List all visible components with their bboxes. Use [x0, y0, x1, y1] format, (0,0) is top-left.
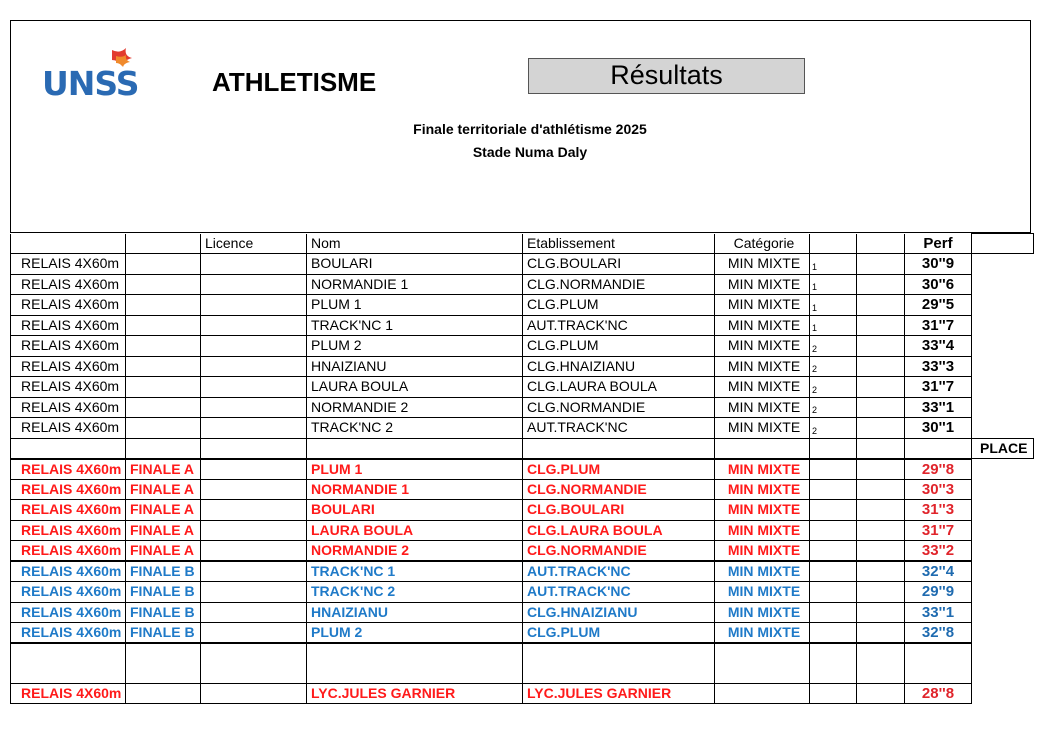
nom-cell: HNAIZIANU	[307, 356, 523, 377]
table-row	[11, 254, 1034, 275]
serie-cell: 2	[810, 397, 857, 418]
etablissement-cell: CLG.NORMANDIE	[523, 479, 715, 500]
nom-cell: BOULARI	[307, 254, 523, 275]
etablissement-cell: CLG.LAURA BOULA	[523, 520, 715, 541]
serie-cell: 1	[810, 254, 857, 275]
serie-cell: 2	[810, 336, 857, 357]
perf-cell: 32''8	[905, 623, 972, 644]
epreuve-cell: RELAIS 4X60m	[11, 315, 126, 336]
etablissement-cell: CLG.BOULARI	[523, 500, 715, 521]
etablissement-cell: AUT.TRACK'NC	[523, 582, 715, 603]
epreuve-cell: RELAIS 4X60m	[11, 520, 126, 541]
table-row	[11, 377, 1034, 398]
place-header: PLACE	[972, 438, 1034, 459]
categorie-cell: MIN MIXTE	[715, 418, 810, 439]
table-row	[11, 623, 1034, 644]
table-row	[11, 274, 1034, 295]
nom-cell: NORMANDIE 2	[307, 541, 523, 562]
column-header-row	[11, 234, 1034, 254]
nom-cell: LAURA BOULA	[307, 520, 523, 541]
finale-cell: FINALE A	[126, 479, 201, 500]
table-row	[11, 683, 1034, 704]
col-licence: Licence	[201, 234, 307, 254]
categorie-cell: MIN MIXTE	[715, 479, 810, 500]
table-row	[11, 336, 1034, 357]
perf-cell: 31''7	[905, 520, 972, 541]
perf-cell: 29''8	[905, 459, 972, 480]
etablissement-cell: CLG.NORMANDIE	[523, 397, 715, 418]
nom-cell: PLUM 1	[307, 459, 523, 480]
nom-cell: TRACK'NC 2	[307, 418, 523, 439]
serie-cell: 1	[810, 295, 857, 316]
epreuve-cell: RELAIS 4X60m	[11, 623, 126, 644]
epreuve-cell: RELAIS 4X60m	[11, 295, 126, 316]
nom-cell: TRACK'NC 1	[307, 315, 523, 336]
sport-title: ATHLETISME	[212, 67, 377, 97]
nom-cell: NORMANDIE 2	[307, 397, 523, 418]
finale-cell: FINALE B	[126, 623, 201, 644]
nom-cell: BOULARI	[307, 500, 523, 521]
finale-cell: FINALE A	[126, 500, 201, 521]
serie-cell: 1	[810, 315, 857, 336]
finale-cell: FINALE B	[126, 582, 201, 603]
etablissement-cell: CLG.NORMANDIE	[523, 541, 715, 562]
categorie-cell: MIN MIXTE	[715, 336, 810, 357]
table-row	[11, 479, 1034, 500]
table-row	[11, 541, 1034, 562]
etablissement-cell: CLG.PLUM	[523, 623, 715, 644]
epreuve-cell: RELAIS 4X60m	[11, 582, 126, 603]
col-perf: Perf	[905, 234, 972, 254]
categorie-cell: MIN MIXTE	[715, 623, 810, 644]
perf-cell: 33''1	[905, 397, 972, 418]
epreuve-cell: RELAIS 4X60m	[11, 274, 126, 295]
perf-cell: 31''7	[905, 377, 972, 398]
categorie-cell: MIN MIXTE	[715, 377, 810, 398]
etablissement-cell: AUT.TRACK'NC	[523, 561, 715, 582]
etablissement-cell: AUT.TRACK'NC	[523, 418, 715, 439]
table-row	[11, 582, 1034, 603]
categorie-cell: MIN MIXTE	[715, 295, 810, 316]
nom-cell: TRACK'NC 1	[307, 561, 523, 582]
etablissement-cell: CLG.PLUM	[523, 295, 715, 316]
table-row	[11, 356, 1034, 377]
perf-cell: 30''9	[905, 254, 972, 275]
nom-cell: TRACK'NC 2	[307, 582, 523, 603]
perf-cell: 33''4	[905, 336, 972, 357]
categorie-cell: MIN MIXTE	[715, 254, 810, 275]
empty-row	[11, 643, 1034, 683]
place-header-row	[11, 438, 1034, 459]
categorie-cell: MIN MIXTE	[715, 274, 810, 295]
finale-cell: FINALE B	[126, 561, 201, 582]
epreuve-cell: RELAIS 4X60m	[11, 336, 126, 357]
finale-cell: FINALE B	[126, 602, 201, 623]
perf-cell: 30''3	[905, 479, 972, 500]
epreuve-cell: RELAIS 4X60m	[11, 377, 126, 398]
etablissement-cell: CLG.HNAIZIANU	[523, 356, 715, 377]
etablissement-cell: CLG.PLUM	[523, 459, 715, 480]
perf-cell: 30''6	[905, 274, 972, 295]
perf-cell: 33''1	[905, 602, 972, 623]
etablissement-cell: CLG.HNAIZIANU	[523, 602, 715, 623]
nom-cell: LAURA BOULA	[307, 377, 523, 398]
nom-cell: PLUM 2	[307, 336, 523, 357]
table-row	[11, 520, 1034, 541]
finale-cell: FINALE A	[126, 459, 201, 480]
etablissement-cell: CLG.PLUM	[523, 336, 715, 357]
categorie-cell: MIN MIXTE	[715, 500, 810, 521]
nom-cell: PLUM 1	[307, 295, 523, 316]
categorie-cell: MIN MIXTE	[715, 520, 810, 541]
serie-cell: 1	[810, 274, 857, 295]
logo-text: UNSS	[42, 64, 139, 103]
finale-cell: FINALE A	[126, 520, 201, 541]
nom-cell: NORMANDIE 1	[307, 274, 523, 295]
epreuve-cell: RELAIS 4X60m	[11, 500, 126, 521]
categorie-cell: MIN MIXTE	[715, 541, 810, 562]
perf-cell: 32''4	[905, 561, 972, 582]
perf-cell: 30''1	[905, 418, 972, 439]
table-row	[11, 315, 1034, 336]
categorie-cell: MIN MIXTE	[715, 459, 810, 480]
nom-cell: PLUM 2	[307, 623, 523, 644]
col-nom: Nom	[307, 234, 523, 254]
table-row	[11, 459, 1034, 480]
etablissement-cell: CLG.BOULARI	[523, 254, 715, 275]
table-row	[11, 561, 1034, 582]
epreuve-cell: RELAIS 4X60m	[11, 561, 126, 582]
etablissement-cell: LYC.JULES GARNIER	[523, 683, 715, 704]
serie-cell: 2	[810, 377, 857, 398]
unss-logo	[42, 44, 172, 104]
table-row	[11, 295, 1034, 316]
categorie-cell: MIN MIXTE	[715, 582, 810, 603]
epreuve-cell: RELAIS 4X60m	[11, 459, 126, 480]
categorie-cell: MIN MIXTE	[715, 315, 810, 336]
epreuve-cell: RELAIS 4X60m	[11, 479, 126, 500]
etablissement-cell: CLG.NORMANDIE	[523, 274, 715, 295]
event-name: Finale territoriale d'athlétisme 2025	[413, 121, 647, 137]
categorie-cell: MIN MIXTE	[715, 561, 810, 582]
epreuve-cell: RELAIS 4X60m	[11, 254, 126, 275]
col-categorie: Catégorie	[715, 234, 810, 254]
table-row	[11, 602, 1034, 623]
epreuve-cell: RELAIS 4X60m	[11, 602, 126, 623]
nom-cell: HNAIZIANU	[307, 602, 523, 623]
perf-cell: 33''3	[905, 356, 972, 377]
perf-cell: 31''3	[905, 500, 972, 521]
nom-cell: NORMANDIE 1	[307, 479, 523, 500]
col-etablissement: Etablissement	[523, 234, 715, 254]
categorie-cell: MIN MIXTE	[715, 397, 810, 418]
epreuve-cell: RELAIS 4X60m	[11, 418, 126, 439]
perf-cell: 33''2	[905, 541, 972, 562]
epreuve-cell: RELAIS 4X60m	[11, 683, 126, 704]
etablissement-cell: CLG.LAURA BOULA	[523, 377, 715, 398]
nom-cell: LYC.JULES GARNIER	[307, 683, 523, 704]
epreuve-cell: RELAIS 4X60m	[11, 356, 126, 377]
table-row	[11, 418, 1034, 439]
perf-cell: 29''5	[905, 295, 972, 316]
table-row	[11, 397, 1034, 418]
finale-cell: FINALE A	[126, 541, 201, 562]
results-label: Résultats	[528, 58, 805, 94]
categorie-cell: MIN MIXTE	[715, 356, 810, 377]
results-table	[10, 233, 1034, 704]
serie-cell: 2	[810, 418, 857, 439]
etablissement-cell: AUT.TRACK'NC	[523, 315, 715, 336]
categorie-cell: MIN MIXTE	[715, 602, 810, 623]
serie-cell: 2	[810, 356, 857, 377]
epreuve-cell: RELAIS 4X60m	[11, 397, 126, 418]
perf-cell: 29''9	[905, 582, 972, 603]
perf-cell: 28''8	[905, 683, 972, 704]
perf-cell: 31''7	[905, 315, 972, 336]
epreuve-cell: RELAIS 4X60m	[11, 541, 126, 562]
table-row	[11, 500, 1034, 521]
venue-name: Stade Numa Daly	[472, 144, 588, 160]
